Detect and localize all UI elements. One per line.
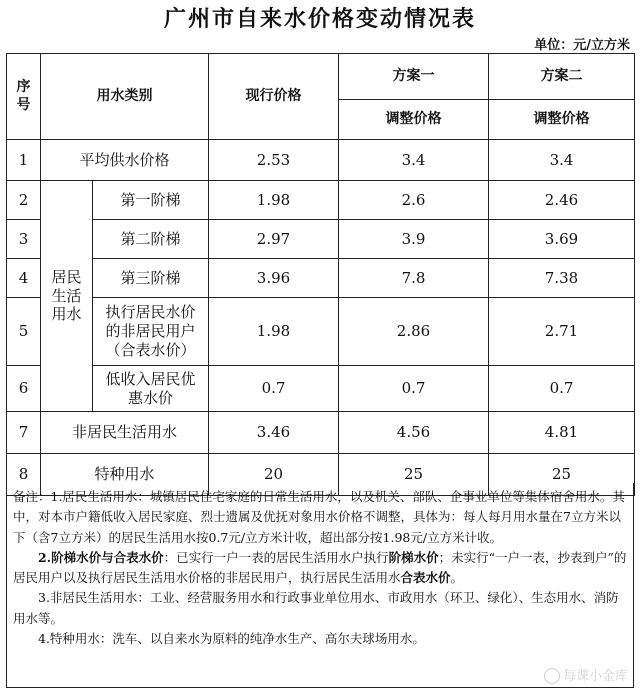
header-plan1: 方案一 (339, 54, 489, 100)
table-row: 3 第二阶梯 2.97 3.9 3.69 (7, 220, 635, 259)
page-title: 广州市自来水价格变动情况表 (163, 7, 476, 32)
unit-label: 单位：元/立方米 (534, 38, 630, 53)
header-adjusted2: 调整价格 (489, 100, 635, 140)
header-current: 现行价格 (209, 54, 339, 140)
table-row: 4 第三阶梯 3.96 7.8 7.38 (7, 259, 635, 298)
note-2: 2.阶梯水价与合表水价：已实行一户一表的居民生活用水户执行阶梯水价；未实行“一户一表，抄表到户”的居民用户以及执行居民生活用水价格的非居民用户，执行居民生活用水合表水价。 (13, 549, 627, 585)
note-3: 3.非居民生活用水：工业、经营服务用水和行政事业单位用水、市政用水（环卫、绿化）、生态用水、消防用水等。 (13, 590, 619, 626)
note-4: 4.特种用水：洗车、以自来水为原料的纯净水生产、高尔夫球场用水。 (38, 630, 425, 646)
note-1: 备注：1.居民生活用水：城镇居民住宅家庭的日常生活用水，以及机关、部队、企事业单位等集体宿舍用水。其中，对本市户籍低收入居民家庭、烈士遗属及优抚对象用水价格不调整，具体为：每人每月用水量在7立方米以下（含7立方米）的居民生活用水按0.7元/立方米计收，超出部分按1.98元/立方米计收。 (13, 489, 625, 545)
header-adjusted1: 调整价格 (339, 100, 489, 140)
table-row: 5 执行居民水价 的非居民用户 （合表水价） 1.98 2.86 2.71 (7, 298, 635, 366)
table-row: 8 特种用水 20 25 25 (7, 454, 635, 496)
table-row: 1 平均供水价格 2.53 3.4 3.4 (7, 140, 635, 181)
header-category: 用水类别 (41, 54, 209, 140)
header-plan2: 方案二 (489, 54, 635, 100)
table-row: 2 居民 生活 用水 第一阶梯 1.98 2.6 2.46 (7, 181, 635, 220)
header-seq: 序 号 (7, 54, 41, 140)
notes-section (6, 483, 634, 688)
watermark: 每课小金库 (544, 665, 628, 685)
watermark-icon (544, 668, 560, 684)
table-row: 6 低收入居民优 惠水价 0.7 0.7 0.7 (7, 366, 635, 412)
price-table (6, 53, 635, 496)
resident-group-label: 居民 生活 用水 (41, 181, 93, 412)
table-row: 7 非居民生活用水 3.46 4.56 4.81 (7, 412, 635, 454)
